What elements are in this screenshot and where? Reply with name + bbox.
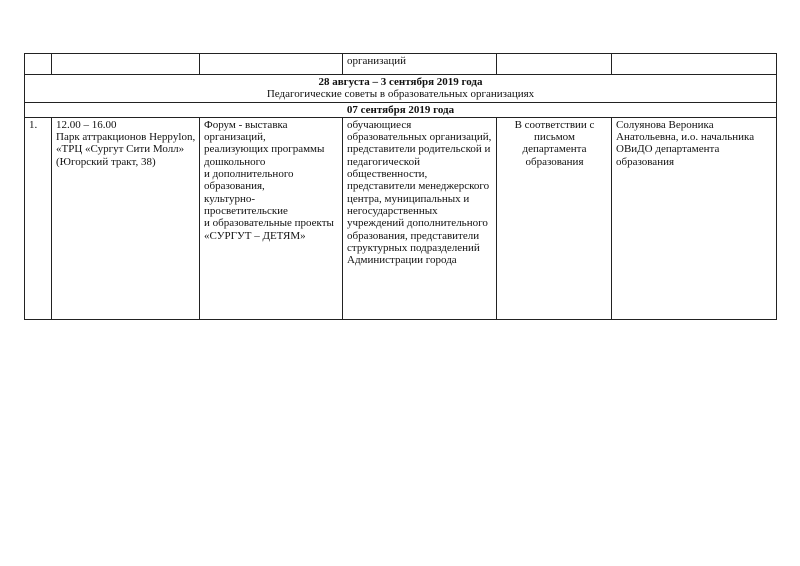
cell-empty [25,54,52,75]
row-participants: обучающиеся образовательных организаций, представители родительской и педагогической общественности, представители менеджерского центра, муниципальных и негосударственных учреждений дополнительного образования, представители структурных подразделений Администрации города [343,117,497,319]
period-header: 28 августа – 3 сентября 2019 года [318,76,483,88]
table-row [25,117,777,319]
cell-participants: организаций [343,54,497,75]
period-header-cell [25,75,777,103]
table-row-continuation [25,54,777,75]
cell-empty [200,54,343,75]
events-table [24,53,777,320]
row-number: 1. [25,117,52,319]
row-event: Форум - выставка организаций, реализующих программы дошкольного и дополнительного образования, культурно- просветительские и образовательные проекты «СУРГУТ – ДЕТЯМ» [200,117,343,319]
period-subtitle: Педагогические советы в образовательных организациях [266,88,535,101]
date-header-row [25,102,777,117]
cell-empty [497,54,612,75]
period-header-row [25,75,777,103]
row-responsible: Солуянова Вероника Анатольевна, и.о. начальника ОВиДО департамента образования [612,117,777,319]
date-header: 07 сентября 2019 года [25,102,777,117]
row-time-place: 12.00 – 16.00 Парк аттракционов Heppylon, «ТРЦ «Сургут Сити Молл» (Югорский тракт, 38) [52,117,200,319]
cell-empty [52,54,200,75]
row-count: В соответствии с письмом департамента образования [497,117,612,319]
cell-empty [612,54,777,75]
